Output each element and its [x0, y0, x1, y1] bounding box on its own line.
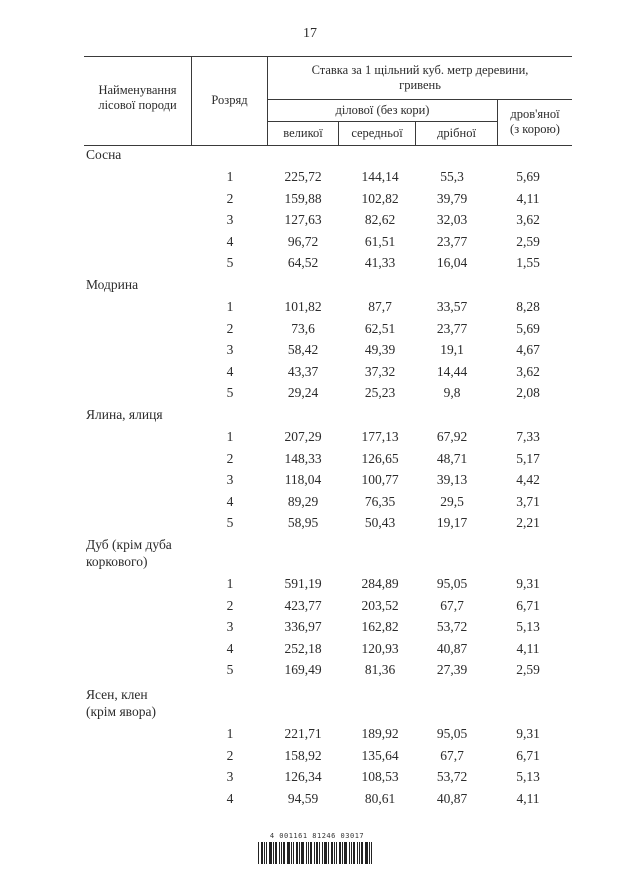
large-rate-cell: 89,29	[287, 493, 319, 509]
species-name	[86, 406, 226, 423]
barcode-bar	[287, 842, 290, 864]
medium-rate-cell: 41,33	[364, 255, 396, 270]
medium-rate-cell: 25,23	[364, 385, 396, 400]
barcode-bar	[273, 842, 274, 864]
small-rate-cell: 39,79	[436, 190, 468, 206]
large-rate-cell: 591,19	[284, 576, 322, 591]
medium-rate-cell: 177,13	[361, 429, 399, 444]
large-rate-cell: 64,52	[287, 255, 319, 270]
species-name-line: Сосна	[86, 147, 122, 162]
grade-cell: 3	[226, 212, 234, 227]
medium-rate-cell: 61,51	[364, 233, 396, 249]
medium-rate-cell: 284,89	[361, 576, 399, 591]
small-rate-cell: 9,8	[443, 385, 461, 400]
species-col-header	[84, 83, 191, 113]
table-row	[0, 191, 620, 213]
table-row	[0, 321, 620, 343]
table-row	[0, 662, 620, 684]
species-name	[86, 146, 226, 163]
small-rate-cell: 67,7	[440, 747, 464, 763]
barcode-bar	[314, 842, 315, 864]
species-name-line: Модрина	[86, 277, 139, 292]
firewood-rate-cell: 3,62	[516, 212, 540, 227]
grade-cell: 5	[226, 255, 234, 270]
medium-rate-cell: 37,32	[364, 363, 396, 379]
medium-rate-cell: 108,53	[361, 769, 399, 784]
table-row	[0, 385, 620, 407]
medium-rate-cell: 203,52	[361, 597, 399, 613]
barcode-bar	[351, 842, 352, 864]
small-rate-cell: 33,57	[436, 299, 468, 314]
large-rate-cell: 43,37	[287, 363, 319, 379]
large-rate-cell: 221,71	[284, 726, 322, 741]
firewood-rate-cell: 5,69	[516, 320, 540, 336]
grade-cell: 5	[226, 515, 234, 530]
table-row	[0, 299, 620, 321]
firewood-rate-cell: 4,67	[516, 342, 540, 357]
barcode-bar	[359, 842, 360, 864]
firewood-rate-cell: 6,71	[516, 747, 540, 763]
medium-rate-cell: 102,82	[361, 190, 399, 206]
species-col-line-2: лісової породи	[98, 98, 177, 112]
barcode-bar	[283, 842, 285, 864]
barcode-bar	[281, 842, 282, 864]
table-row	[0, 576, 620, 598]
firewood-rate-cell: 6,71	[516, 597, 540, 613]
small-rate-cell: 23,77	[436, 320, 468, 336]
grade-cell: 3	[226, 342, 234, 357]
barcode-bar	[322, 842, 323, 864]
medium-rate-cell: 144,14	[361, 169, 399, 184]
grade-cell: 1	[226, 726, 234, 741]
rate-title-line-1: Ставка за 1 щільний куб. метр деревини,	[311, 63, 529, 77]
large-rate-cell: 423,77	[284, 597, 322, 613]
size-large-header: великої	[283, 126, 323, 140]
large-rate-cell: 94,59	[287, 790, 319, 806]
species-name-line: Ясен, клен	[86, 687, 148, 702]
grade-cell: 1	[226, 576, 234, 591]
firewood-rate-cell: 2,21	[516, 515, 540, 530]
barcode-bar	[310, 842, 312, 864]
species-name-line: коркового)	[86, 554, 148, 569]
barcode	[258, 832, 376, 868]
grade-cell: 3	[226, 619, 234, 634]
table-row	[0, 515, 620, 537]
table-header	[84, 56, 572, 146]
medium-rate-cell: 62,51	[364, 320, 396, 336]
size-small-header: дрібної	[437, 126, 476, 140]
small-rate-cell: 19,17	[436, 515, 468, 530]
small-rate-cell: 14,44	[436, 363, 468, 379]
grade-cell: 4	[226, 790, 234, 806]
table-row	[0, 429, 620, 451]
table-row	[0, 255, 620, 277]
large-rate-cell: 73,6	[291, 320, 315, 336]
firewood-rate-cell: 5,17	[516, 450, 540, 466]
barcode-bar	[264, 842, 265, 864]
large-rate-cell: 148,33	[284, 450, 322, 466]
barcode-bar	[308, 842, 309, 864]
medium-rate-cell: 120,93	[361, 640, 399, 656]
firewood-rate-cell: 2,59	[516, 233, 540, 249]
firewood-rate-cell: 4,11	[516, 190, 540, 206]
barcode-bar	[258, 842, 259, 864]
barcode-bar	[324, 842, 327, 864]
barcode-bar	[339, 842, 341, 864]
medium-rate-cell: 135,64	[361, 747, 399, 763]
grade-cell: 5	[226, 662, 234, 677]
medium-rate-cell: 87,7	[368, 299, 392, 314]
firewood-rate-cell: 7,33	[516, 429, 540, 444]
fire-wood-line-2: (з корою)	[510, 122, 560, 136]
grade-cell: 4	[226, 233, 234, 249]
large-rate-cell: 58,42	[287, 342, 319, 357]
small-rate-cell: 40,87	[436, 790, 468, 806]
medium-rate-cell: 80,61	[364, 790, 396, 806]
firewood-rate-cell: 1,55	[516, 255, 540, 270]
medium-rate-cell: 126,65	[361, 450, 399, 466]
size-medium-header: середньої	[351, 126, 403, 140]
species-name	[86, 686, 226, 720]
barcode-bar	[299, 842, 300, 864]
table-row	[0, 619, 620, 641]
small-rate-cell: 55,3	[440, 169, 464, 184]
barcode-bar	[279, 842, 280, 864]
grade-cell: 2	[226, 747, 234, 763]
grade-cell: 5	[226, 385, 234, 400]
barcode-bar	[293, 842, 294, 864]
barcode-bar	[334, 842, 335, 864]
barcode-bar	[331, 842, 333, 864]
table-row	[0, 726, 620, 748]
table-row	[0, 769, 620, 791]
firewood-rate-cell: 5,13	[516, 769, 540, 784]
rate-title-line-2: гривень	[399, 78, 441, 92]
small-rate-cell: 27,39	[436, 662, 468, 677]
medium-rate-cell: 82,62	[364, 212, 396, 227]
barcode-bar	[261, 842, 263, 864]
species-name-line: Ялина, ялиця	[86, 407, 163, 422]
large-rate-cell: 169,49	[284, 662, 322, 677]
medium-rate-cell: 100,77	[361, 472, 399, 487]
barcode-bar	[296, 842, 298, 864]
small-rate-cell: 19,1	[440, 342, 464, 357]
small-rate-cell: 39,13	[436, 472, 468, 487]
small-rate-cell: 29,5	[440, 493, 464, 509]
barcode-bar	[349, 842, 350, 864]
firewood-rate-cell: 3,71	[516, 493, 540, 509]
firewood-rate-cell: 3,62	[516, 363, 540, 379]
species-name-line: Дуб (крім дуба	[86, 537, 172, 552]
large-rate-cell: 159,88	[284, 190, 322, 206]
firewood-rate-cell: 4,11	[516, 640, 540, 656]
grade-cell: 2	[226, 320, 234, 336]
page-number: 17	[303, 26, 317, 41]
table-row	[0, 451, 620, 473]
barcode-bar	[306, 842, 307, 864]
medium-rate-cell: 81,36	[364, 662, 396, 677]
grade-cell: 4	[226, 640, 234, 656]
table-row	[0, 598, 620, 620]
barcode-bar	[365, 842, 368, 864]
barcode-text: 4 001161 81246 03017	[269, 832, 365, 840]
grade-cell: 3	[226, 769, 234, 784]
barcode-bar	[301, 842, 304, 864]
barcode-bar	[361, 842, 363, 864]
barcode-bar	[353, 842, 355, 864]
barcode-bar	[371, 842, 372, 864]
business-wood-header: ділової (без кори)	[335, 103, 430, 117]
fire-wood-line-1: дров'яної	[510, 107, 560, 121]
grade-cell: 2	[226, 190, 234, 206]
large-rate-cell: 29,24	[287, 385, 319, 400]
barcode-bar	[357, 842, 358, 864]
barcode-bar	[319, 842, 320, 864]
large-rate-cell: 336,97	[284, 619, 322, 634]
barcode-bar	[275, 842, 277, 864]
medium-rate-cell: 49,39	[364, 342, 396, 357]
rate-title	[268, 63, 572, 93]
large-rate-cell: 101,82	[284, 299, 322, 314]
small-rate-cell: 48,71	[436, 450, 468, 466]
grade-cell: 1	[226, 429, 234, 444]
barcode-bars	[258, 842, 376, 864]
large-rate-cell: 118,04	[284, 472, 322, 487]
firewood-rate-cell: 4,11	[516, 790, 540, 806]
grade-cell: 4	[226, 363, 234, 379]
fire-wood-header	[498, 107, 572, 137]
table-row	[0, 234, 620, 256]
barcode-bar	[369, 842, 370, 864]
medium-rate-cell: 50,43	[364, 515, 396, 530]
small-rate-cell: 32,03	[436, 212, 468, 227]
table-row	[0, 748, 620, 770]
species-name	[86, 276, 226, 293]
barcode-bar	[344, 842, 347, 864]
grade-cell: 1	[226, 169, 234, 184]
grade-cell: 3	[226, 472, 234, 487]
firewood-rate-cell: 9,31	[516, 576, 540, 591]
firewood-rate-cell: 4,42	[516, 472, 540, 487]
grade-cell: 4	[226, 493, 234, 509]
firewood-rate-cell: 8,28	[516, 299, 540, 314]
large-rate-cell: 252,18	[284, 640, 322, 656]
firewood-rate-cell: 2,59	[516, 662, 540, 677]
medium-rate-cell: 76,35	[364, 493, 396, 509]
medium-rate-cell: 162,82	[361, 619, 399, 634]
barcode-bar	[336, 842, 337, 864]
table-row	[0, 364, 620, 386]
large-rate-cell: 158,92	[284, 747, 322, 763]
table-row	[0, 641, 620, 663]
table-row	[0, 212, 620, 234]
small-rate-cell: 40,87	[436, 640, 468, 656]
species-name-line: (крім явора)	[86, 704, 156, 719]
barcode-bar	[316, 842, 318, 864]
barcode-bar	[342, 842, 343, 864]
barcode-bar	[328, 842, 329, 864]
small-rate-cell: 16,04	[436, 255, 468, 270]
table-row	[0, 169, 620, 191]
small-rate-cell: 53,72	[436, 619, 468, 634]
firewood-rate-cell: 9,31	[516, 726, 540, 741]
firewood-rate-cell: 5,69	[516, 169, 540, 184]
small-rate-cell: 95,05	[436, 576, 468, 591]
small-rate-cell: 67,92	[436, 429, 468, 444]
medium-rate-cell: 189,92	[361, 726, 399, 741]
table-row	[0, 342, 620, 364]
firewood-rate-cell: 2,08	[516, 385, 540, 400]
small-rate-cell: 67,7	[440, 597, 464, 613]
large-rate-cell: 207,29	[284, 429, 322, 444]
species-name	[86, 536, 226, 570]
grade-col-header: Розряд	[211, 93, 248, 107]
large-rate-cell: 127,63	[284, 212, 322, 227]
large-rate-cell: 126,34	[284, 769, 322, 784]
table-row	[0, 494, 620, 516]
firewood-rate-cell: 5,13	[516, 619, 540, 634]
large-rate-cell: 58,95	[287, 515, 319, 530]
barcode-bar	[269, 842, 272, 864]
grade-cell: 2	[226, 450, 234, 466]
barcode-bar	[266, 842, 267, 864]
grade-cell: 2	[226, 597, 234, 613]
barcode-bar	[291, 842, 292, 864]
large-rate-cell: 225,72	[284, 169, 322, 184]
small-rate-cell: 53,72	[436, 769, 468, 784]
grade-cell: 1	[226, 299, 234, 314]
small-rate-cell: 23,77	[436, 233, 468, 249]
large-rate-cell: 96,72	[287, 233, 319, 249]
species-col-line-1: Найменування	[98, 83, 177, 97]
table-row	[0, 791, 620, 813]
table-row	[0, 472, 620, 494]
small-rate-cell: 95,05	[436, 726, 468, 741]
